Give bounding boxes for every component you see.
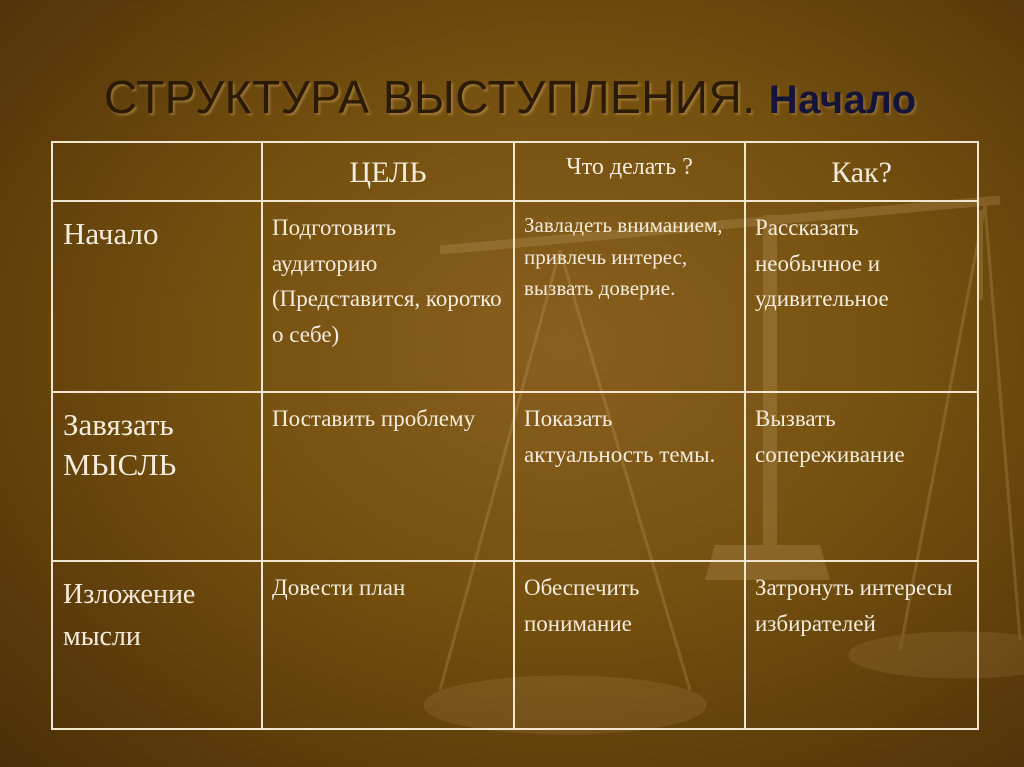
what-text: Обеспечить понимание	[524, 575, 640, 636]
how-text: Затронуть интересы избирателей	[755, 575, 953, 636]
how-text: Вызвать сопереживание	[755, 406, 905, 467]
table-header-row	[52, 142, 978, 201]
header-cell-empty	[52, 142, 262, 201]
table-row	[52, 561, 978, 729]
what-cell	[514, 561, 745, 729]
row-label: Начало	[63, 216, 159, 251]
row-label-cell	[52, 201, 262, 392]
how-text: Рассказать необычное и удивительное	[755, 215, 889, 312]
goal-text: Поставить проблему	[272, 406, 476, 431]
title-accent: Начало	[768, 78, 917, 122]
row-label-cell	[52, 561, 262, 729]
goal-cell	[262, 201, 514, 392]
how-cell	[745, 392, 978, 561]
goal-text: Подготовить аудиторию (Представится, коротко о себе)	[272, 215, 502, 347]
header-cell-what	[514, 142, 745, 201]
goal-cell	[262, 392, 514, 561]
slide-title	[104, 70, 917, 124]
structure-table	[51, 141, 979, 730]
what-cell	[514, 201, 745, 392]
header-goal: ЦЕЛЬ	[349, 156, 427, 189]
how-cell	[745, 201, 978, 392]
header-how: Как?	[831, 156, 892, 189]
how-cell	[745, 561, 978, 729]
row-label-cell	[52, 392, 262, 561]
what-cell	[514, 392, 745, 561]
header-what-to-do: Что делать ?	[566, 154, 693, 180]
row-label: Изложение мысли	[63, 579, 196, 652]
table-row	[52, 201, 978, 392]
header-cell-how	[745, 142, 978, 201]
title-main: СТРУКТУРА ВЫСТУПЛЕНИЯ.	[104, 71, 756, 123]
row-label: Завязать МЫСЛЬ	[63, 407, 177, 483]
what-text: Завладеть вниманием, привлечь интерес, вызвать доверие.	[524, 213, 723, 300]
table-row	[52, 392, 978, 561]
what-text: Показать актуальность темы.	[524, 406, 716, 467]
goal-text: Довести план	[272, 575, 406, 600]
header-cell-goal	[262, 142, 514, 201]
goal-cell	[262, 561, 514, 729]
